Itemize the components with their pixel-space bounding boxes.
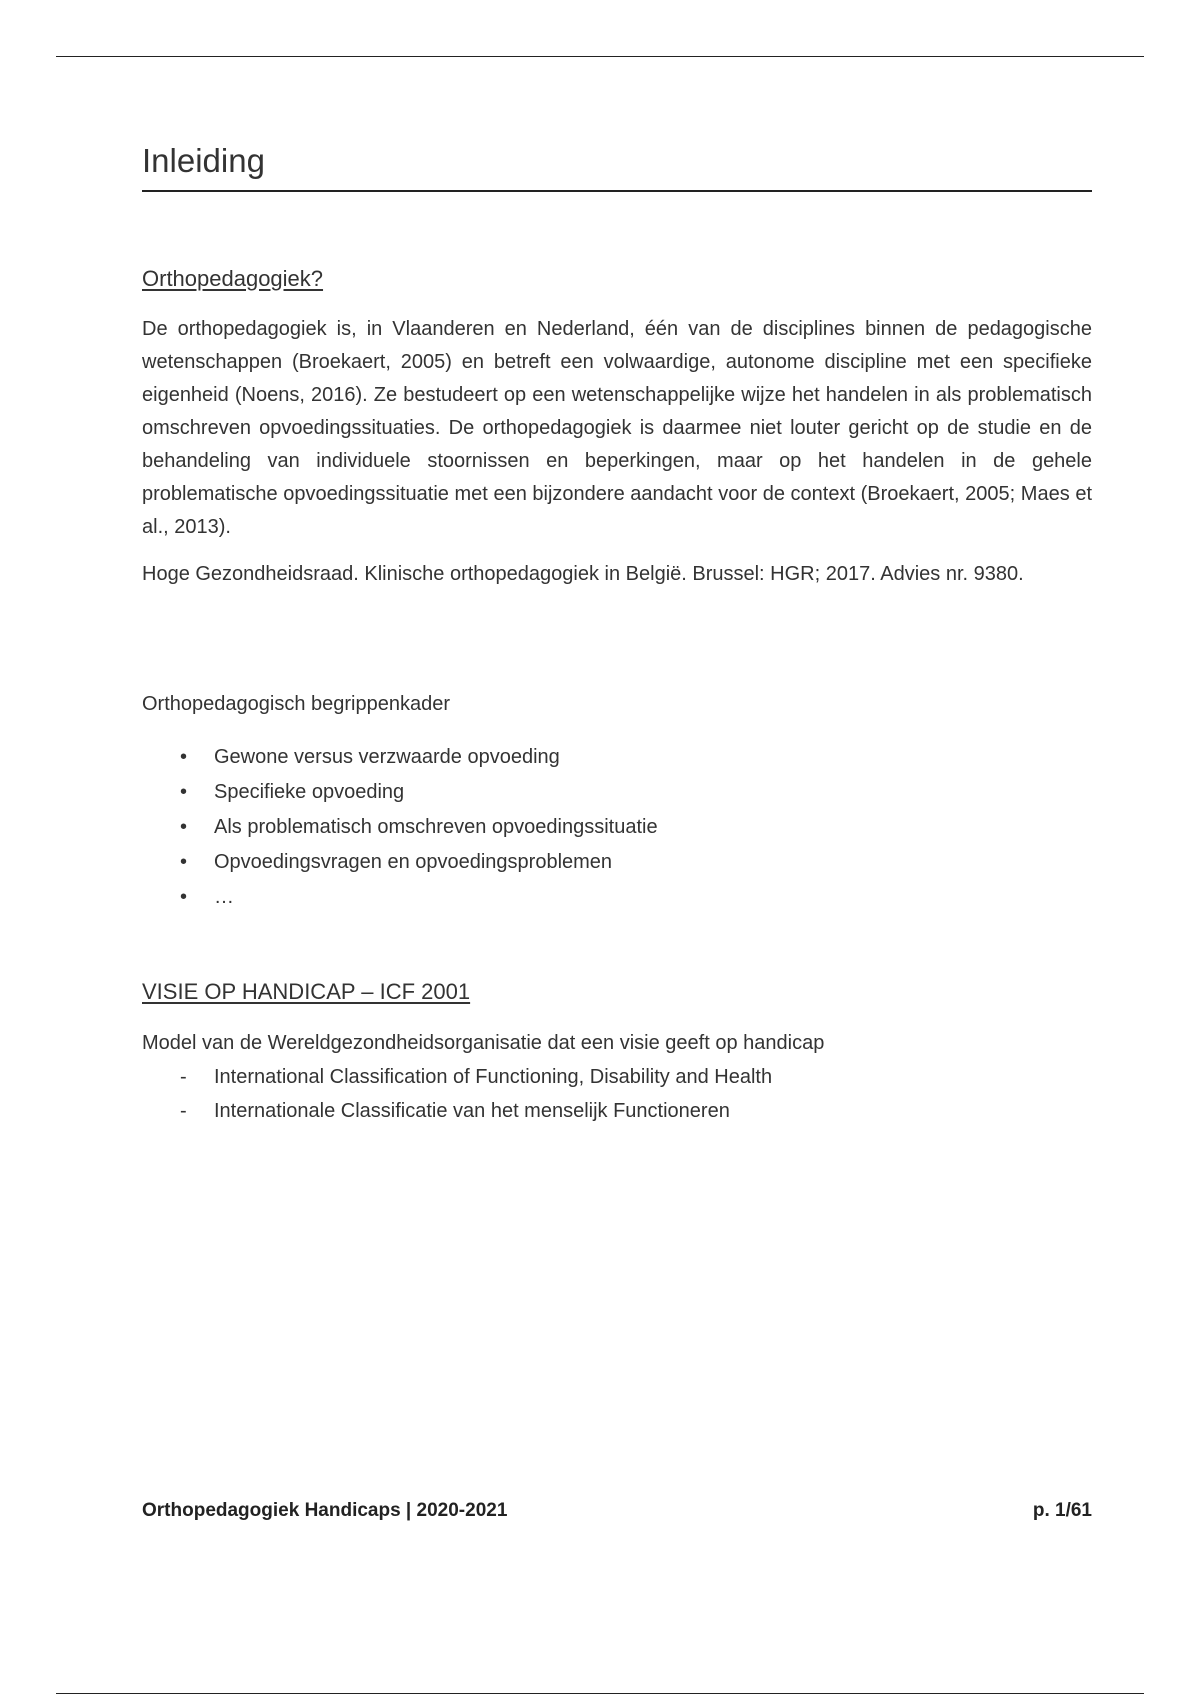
framework-title: Orthopedagogisch begrippenkader	[142, 693, 450, 715]
list-item-text: Specifieke opvoeding	[214, 781, 405, 803]
list-item	[142, 1060, 772, 1094]
icf-list	[142, 1060, 772, 1128]
section-heading-visie: VISIE OP HANDICAP – ICF 2001	[142, 979, 471, 1004]
list-item-text: Gewone versus verzwaarde opvoeding	[214, 746, 560, 768]
list-item	[142, 810, 658, 845]
bullet-icon: •	[180, 746, 188, 768]
list-item-text: …	[214, 886, 234, 908]
bullet-icon: •	[180, 886, 188, 908]
footer-course: Orthopedagogiek Handicaps | 2020-2021	[142, 1500, 508, 1521]
dash-icon: -	[180, 1100, 187, 1122]
list-item	[142, 1094, 772, 1128]
framework-list	[142, 740, 658, 915]
dash-icon: -	[180, 1066, 187, 1088]
model-paragraph: Model van de Wereldgezondheidsorganisatie dat een visie geeft op handicap	[142, 1032, 825, 1054]
footer-page-number: p. 1/61	[1032, 1500, 1092, 1521]
list-item	[142, 880, 658, 915]
top-rule	[56, 56, 1144, 57]
list-item	[142, 740, 658, 775]
list-item	[142, 845, 658, 880]
chapter-title: Inleiding	[142, 142, 1092, 192]
list-item-text: International Classification of Functioning, Disability and Health	[214, 1066, 773, 1088]
bullet-icon: •	[180, 816, 188, 838]
bottom-rule	[56, 1693, 1144, 1694]
section-heading-orthopedagogiek: Orthopedagogiek?	[142, 266, 324, 291]
reference-paragraph: Hoge Gezondheidsraad. Klinische orthopedagogiek in België. Brussel: HGR; 2017. Advies nr. 9380.	[142, 563, 1024, 585]
list-item-text: Opvoedingsvragen en opvoedingsproblemen	[214, 851, 613, 873]
bullet-icon: •	[180, 781, 188, 803]
bullet-icon: •	[180, 851, 188, 873]
intro-paragraph: De orthopedagogiek is, in Vlaanderen en Nederland, één van de disciplines binnen de pedagogische wetenschappen (Broekaert, 2005) en betreft een volwaardige, autonome discipline met een specifieke eigenheid (Noens, 2016). Ze bestudeert op een wetenschappelijke wijze het handelen in als problematisch omschreven opvoedingssituaties. De orthopedagogiek is daarmee niet louter gericht op de studie en de behandeling van individuele stoornissen en beperkingen, maar op het handelen in de gehele problematische opvoedingssituatie met een bijzondere aandacht voor de context (Broekaert, 2005; Maes et al., 2013).	[142, 318, 1092, 538]
list-item	[142, 775, 658, 810]
list-item-text: Als problematisch omschreven opvoedingssituatie	[214, 816, 658, 838]
list-item-text: Internationale Classificatie van het menselijk Functioneren	[214, 1100, 730, 1122]
